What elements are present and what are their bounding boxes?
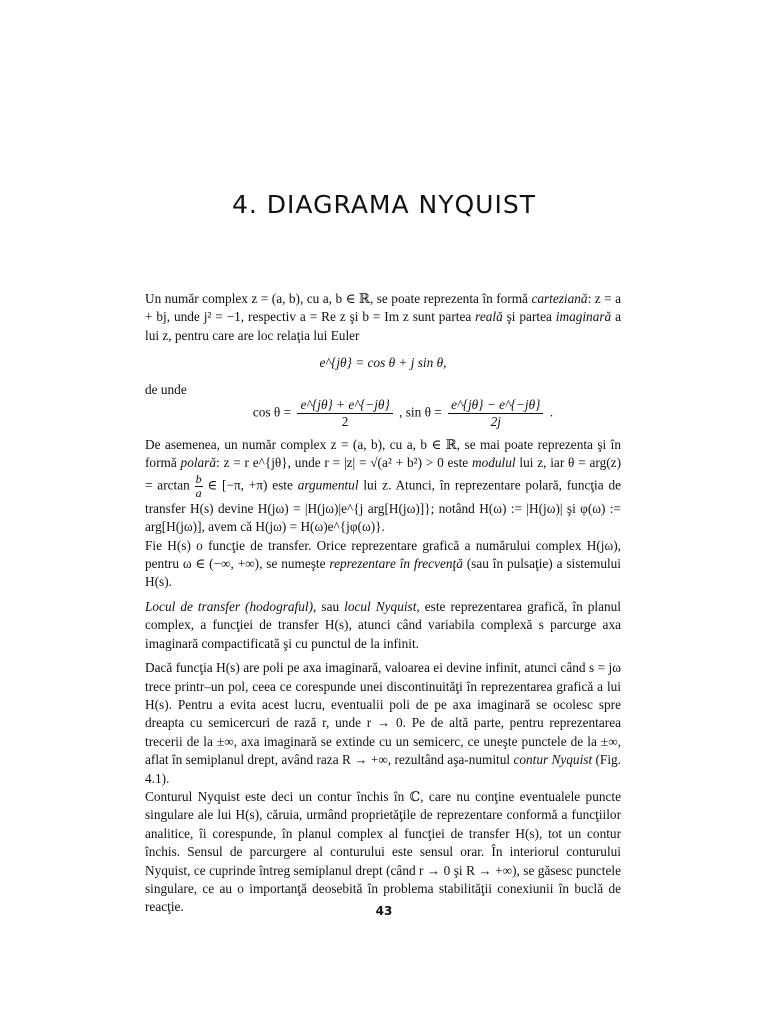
term-imaginara: imaginară <box>555 309 612 325</box>
text-run: a lui z, pentru care are loc relaţia lui Euler <box>145 309 621 343</box>
term-carteziana: carteziană <box>531 291 588 306</box>
text-run: Dacă funcţia H(s) are poli pe axa imaginară, valoarea ei devine infinit, atunci când s = jω trece printr–un pol, ceea ce corespunde unei discontinuităţi în reprezentarea grafică a lui H(s). Pentru a evita acest lucru, eventualii poli de pe axa imaginară se ocolesc spre dreapta cu semicercuri de rază r, unde r → 0. Pe de altă parte, pentru reprezentarea trecerii de la ±∞, axa imaginară se extinde cu un semicerc, ce uneşte punctele de la ±∞, aflat în semiplanul drept, având raza R → +∞, rezultând aşa-numitul <box>145 660 621 768</box>
sin-denominator: 2j <box>490 414 501 430</box>
text-run: , este reprezentarea grafică, în planul complex, a funcţiei de transfer H(s), atunci când variabila complexă s parcurge axa imaginară compactificată şi cu punctul de la infinit. <box>145 598 621 651</box>
text-run: lui z. Atunci, în reprezentare polară, funcţia de transfer H(s) devine H(jω) = |H(jω)|e^{j arg[H(jω)]}; notând H(ω) := |H(jω)| şi φ(ω) := arg[H(jω)], avem că H(jω) = H(ω)e^{jφ(ω)}. <box>145 477 622 535</box>
cos-lhs: cos θ = <box>252 404 292 420</box>
frac-denominator: a <box>195 485 202 500</box>
chapter-title: 4. DIAGRAMA NYQUIST <box>232 190 536 219</box>
term-locul-nyquist: locul Nyquist <box>344 598 417 614</box>
text-run: Fie H(s) o funcţie de transfer. Orice reprezentare grafică a numărului complex H(jω), pentru ω ∈ (−∞, +∞), se numeşte <box>145 537 621 572</box>
text-run: Un număr complex z = (a, b), cu a, b ∈ ℝ, se poate reprezenta în formă <box>145 291 532 306</box>
paragraph-complex-cartesian <box>145 290 621 345</box>
term-polara: polară <box>180 455 217 471</box>
text-run: lui z, iar θ = arg(z) = arctan <box>145 455 621 493</box>
term-reprezentare-frecventa: reprezentare în frecvenţă <box>329 556 463 572</box>
term-argumentul: argumentul <box>297 477 359 493</box>
sin-numerator: e^{jθ} − e^{−jθ} <box>448 397 543 414</box>
sin-lhs: , sin θ = <box>399 404 442 420</box>
text-run: De asemenea, un număr complex z = (a, b), cu a, b ∈ ℝ, se mai poate reprezenta şi în formă <box>145 437 621 471</box>
text-run: : z = r e^{jθ}, unde r = |z| = √(a² + b²) > 0 este <box>216 455 472 471</box>
text-run: , sau <box>313 598 345 614</box>
text-run: : z = a + bj, unde j² = −1, respectiv a = Re z şi b = Im z sunt partea <box>145 291 621 325</box>
figure-reference[interactable]: (Fig. 4.1). <box>145 752 621 786</box>
arctan-fraction <box>195 473 203 500</box>
cos-numerator: e^{jθ} + e^{−jθ} <box>297 397 392 414</box>
cos-sin-equations <box>185 397 621 430</box>
term-reala: reală <box>475 309 503 325</box>
text-run: (sau în pulsaţie) a sistemului H(s). <box>145 556 622 590</box>
text-run: şi partea <box>502 309 556 325</box>
paragraph-nyquist-contour: Conturul Nyquist este deci un contur închis în ℂ, care nu conţine eventualele puncte singulare ale lui H(s), căruia, urmând proprietăţile de reprezentare conformă a funcţiilor analitice, îi corespunde, în planul complex al funcţiei de transfer H(s), tot un contur închis. Sensul de parcurgere al conturului este sensul orar. În interiorul conturului Nyquist, ce cuprinde întreg semiplanul drept (când r → 0 şi R → +∞), se găsesc punctele singulare, ce au o importanţă deosebită în problema stabilităţii conexiunii în buclă de reacţie. <box>145 788 621 915</box>
text-run: ∈ [−π, +π) este <box>202 477 298 493</box>
page-number: 43 <box>375 904 393 918</box>
paragraph-poles-imaginary-axis <box>145 659 621 788</box>
paragraph-polar-form <box>145 436 621 537</box>
term-locul-de-transfer: Locul de transfer (hodograful) <box>145 598 314 614</box>
euler-equation: e^{jθ} = cos θ + j sin θ, <box>319 355 447 371</box>
frac-numerator: b <box>195 471 202 486</box>
cos-fraction <box>297 397 392 430</box>
term-contur-nyquist: contur Nyquist <box>513 752 593 768</box>
term-modulul: modulul <box>472 455 516 471</box>
text-de-unde: de unde <box>145 381 187 397</box>
sin-fraction <box>448 397 543 430</box>
cos-denominator: 2 <box>341 414 349 430</box>
paragraph-frequency-representation <box>145 537 621 592</box>
equation-end: . <box>549 404 554 420</box>
paragraph-locul-nyquist <box>145 598 621 653</box>
body-text <box>145 290 621 917</box>
